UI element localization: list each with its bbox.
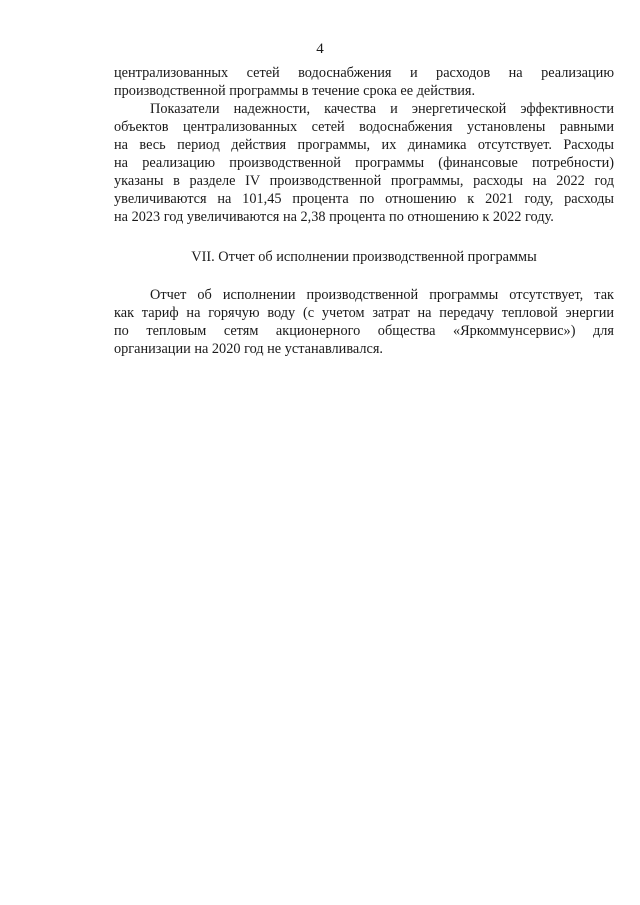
paragraph-report — [114, 286, 614, 358]
text-line: производственной программы в течение срока ее действия. — [114, 83, 476, 99]
text-line: на реализацию производственной программы (финансовые потребности) — [114, 155, 614, 171]
text-line: по тепловым сетям акционерного общества «Яркоммунсервис») для — [114, 323, 614, 339]
paragraph-indicators — [114, 100, 614, 226]
page-number: 4 — [316, 41, 324, 57]
section-heading: VII. Отчет об исполнении производственной программы — [191, 249, 537, 265]
text-line: организации на 2020 год не устанавливался. — [114, 341, 384, 357]
document-body — [114, 64, 614, 358]
text-line: централизованных сетей водоснабжения и расходов на реализацию — [114, 65, 614, 81]
text-line: Отчет об исполнении производственной программы отсутствует, так — [150, 287, 614, 303]
paragraph-continuation — [114, 64, 614, 100]
text-line: Показатели надежности, качества и энергетической эффективности — [150, 101, 614, 117]
text-line: на весь период действия программы, их динамика отсутствует. Расходы — [114, 137, 614, 153]
text-line: увеличиваются на 101,45 процента по отношению к 2021 году, расходы — [114, 191, 614, 207]
text-line: как тариф на горячую воду (с учетом затрат на передачу тепловой энергии — [114, 305, 614, 321]
text-line: объектов централизованных сетей водоснабжения установлены равными — [114, 119, 614, 135]
text-line: на 2023 год увеличиваются на 2,38 процента по отношению к 2022 году. — [114, 209, 554, 225]
text-line: указаны в разделе IV производственной программы, расходы на 2022 год — [114, 173, 614, 189]
